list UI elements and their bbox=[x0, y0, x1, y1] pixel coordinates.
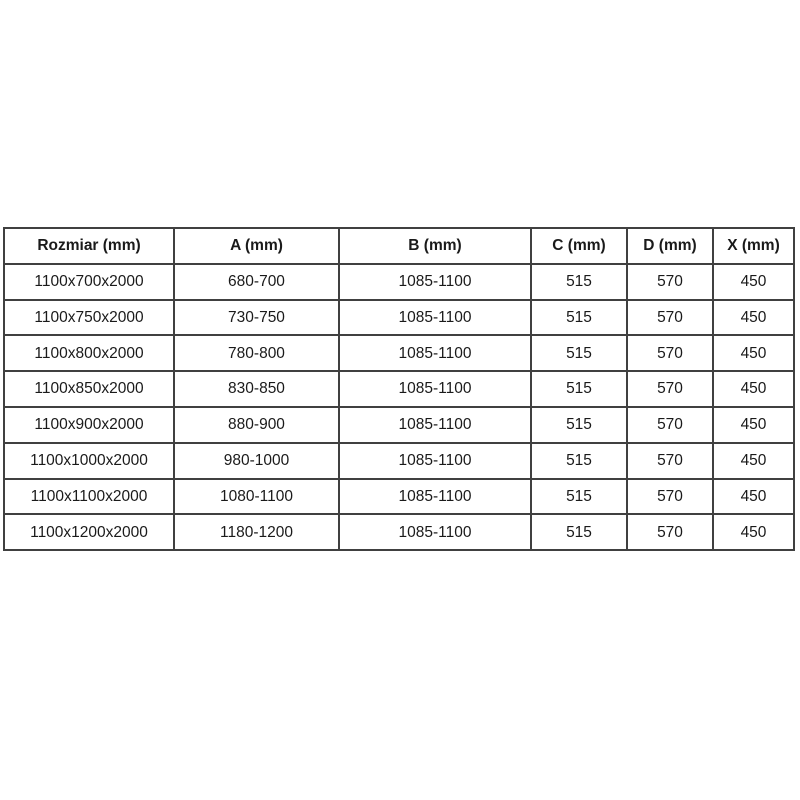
table-cell: 1085-1100 bbox=[339, 300, 531, 336]
table-cell: 1100x1100x2000 bbox=[4, 479, 174, 515]
table-cell: 450 bbox=[713, 479, 794, 515]
table-row bbox=[4, 479, 794, 515]
table-cell: 1100x850x2000 bbox=[4, 371, 174, 407]
table-cell: 450 bbox=[713, 371, 794, 407]
table-cell: 515 bbox=[531, 407, 627, 443]
table-cell: 1085-1100 bbox=[339, 479, 531, 515]
table-header-row bbox=[4, 228, 794, 264]
table-cell: 680-700 bbox=[174, 264, 339, 300]
table-row bbox=[4, 300, 794, 336]
table-row bbox=[4, 264, 794, 300]
size-spec-table-container bbox=[3, 227, 793, 551]
table-cell: 450 bbox=[713, 443, 794, 479]
table-cell: 570 bbox=[627, 514, 713, 550]
table-cell: 1085-1100 bbox=[339, 335, 531, 371]
table-cell: 880-900 bbox=[174, 407, 339, 443]
table-cell: 1085-1100 bbox=[339, 514, 531, 550]
table-row bbox=[4, 443, 794, 479]
table-cell: 830-850 bbox=[174, 371, 339, 407]
table-cell: 570 bbox=[627, 479, 713, 515]
table-cell: 780-800 bbox=[174, 335, 339, 371]
table-cell: 515 bbox=[531, 479, 627, 515]
table-cell: 450 bbox=[713, 335, 794, 371]
table-cell: 515 bbox=[531, 514, 627, 550]
table-cell: 450 bbox=[713, 407, 794, 443]
header-cell: A (mm) bbox=[174, 228, 339, 264]
table-cell: 570 bbox=[627, 407, 713, 443]
table-cell: 450 bbox=[713, 300, 794, 336]
table-cell: 1100x1200x2000 bbox=[4, 514, 174, 550]
table-cell: 515 bbox=[531, 335, 627, 371]
header-cell: B (mm) bbox=[339, 228, 531, 264]
table-row bbox=[4, 371, 794, 407]
table-cell: 1100x900x2000 bbox=[4, 407, 174, 443]
table-cell: 450 bbox=[713, 264, 794, 300]
table-cell: 515 bbox=[531, 371, 627, 407]
table-row bbox=[4, 407, 794, 443]
table-cell: 1180-1200 bbox=[174, 514, 339, 550]
table-row bbox=[4, 335, 794, 371]
table-cell: 1085-1100 bbox=[339, 407, 531, 443]
table-cell: 570 bbox=[627, 300, 713, 336]
table-cell: 1100x1000x2000 bbox=[4, 443, 174, 479]
header-cell: D (mm) bbox=[627, 228, 713, 264]
table-cell: 450 bbox=[713, 514, 794, 550]
table-cell: 1085-1100 bbox=[339, 371, 531, 407]
table-cell: 515 bbox=[531, 443, 627, 479]
table-cell: 1100x800x2000 bbox=[4, 335, 174, 371]
table-cell: 515 bbox=[531, 300, 627, 336]
table-row bbox=[4, 514, 794, 550]
table-cell: 1100x750x2000 bbox=[4, 300, 174, 336]
table-cell: 730-750 bbox=[174, 300, 339, 336]
header-cell: Rozmiar (mm) bbox=[4, 228, 174, 264]
table-cell: 1085-1100 bbox=[339, 264, 531, 300]
table-cell: 1080-1100 bbox=[174, 479, 339, 515]
table-cell: 570 bbox=[627, 264, 713, 300]
size-spec-table bbox=[3, 227, 795, 551]
table-cell: 1085-1100 bbox=[339, 443, 531, 479]
table-cell: 515 bbox=[531, 264, 627, 300]
header-cell: X (mm) bbox=[713, 228, 794, 264]
header-cell: C (mm) bbox=[531, 228, 627, 264]
table-body bbox=[4, 264, 794, 550]
table-cell: 570 bbox=[627, 335, 713, 371]
table-cell: 570 bbox=[627, 443, 713, 479]
table-cell: 980-1000 bbox=[174, 443, 339, 479]
table-cell: 570 bbox=[627, 371, 713, 407]
table-cell: 1100x700x2000 bbox=[4, 264, 174, 300]
